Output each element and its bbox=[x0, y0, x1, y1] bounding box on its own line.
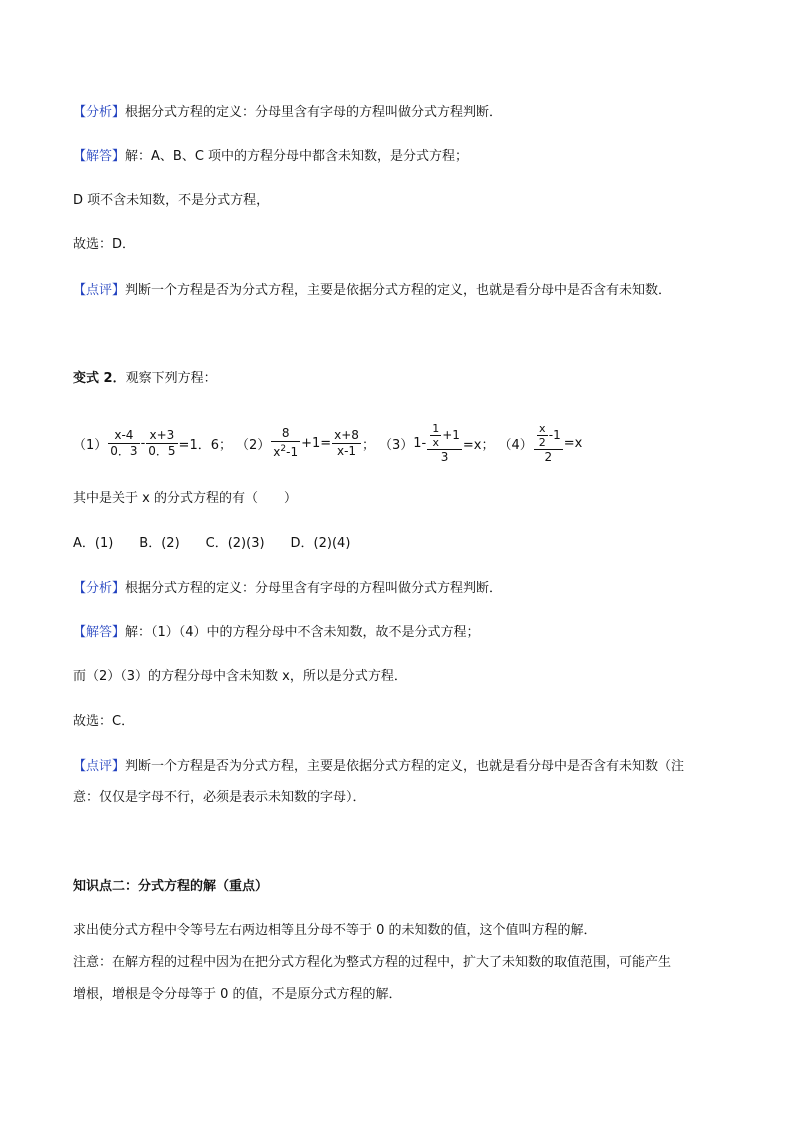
comment-line bbox=[73, 282, 671, 300]
eq2-den-minus1: -1 bbox=[286, 445, 299, 459]
eq1-f2-num: x+3 bbox=[149, 427, 175, 442]
eq2-f2-num: x+8 bbox=[334, 427, 359, 442]
analysis-text-2: 根据分式方程的定义：分母里含有字母的方程叫做分式方程判断． bbox=[125, 581, 503, 596]
eq1-minus: - bbox=[140, 435, 146, 451]
eq1-f2-den: 0．5 bbox=[148, 443, 176, 458]
variant-prompt: 观察下列方程： bbox=[125, 371, 217, 386]
eq4-fraction bbox=[534, 422, 563, 465]
eq1-rhs: =1．6； bbox=[178, 437, 232, 453]
eq2-end: ； bbox=[361, 437, 375, 453]
eq4-den: 2 bbox=[534, 449, 563, 465]
eq4-inner-fraction bbox=[537, 422, 548, 449]
answer-line: 故选：D． bbox=[73, 237, 136, 252]
eq2-f2-den: x-1 bbox=[332, 443, 361, 459]
comment-tag: 【点评】 bbox=[73, 283, 126, 298]
variant-label: 变式 2． bbox=[73, 371, 126, 386]
knowledge-line-2: 注意：在解方程的过程中因为在把分式方程化为整式方程的过程中，扩大了未知数的取值范围，可能产生 bbox=[73, 955, 672, 970]
eq3-inner-num: 1 bbox=[432, 421, 440, 435]
answer-line-2: 故选：C． bbox=[73, 714, 135, 729]
eq2-mid: +1= bbox=[301, 435, 332, 451]
analysis-tag: 【分析】 bbox=[73, 105, 126, 120]
eq3-label: （3） bbox=[378, 437, 414, 453]
eq4-inner-den: 2 bbox=[538, 435, 546, 449]
eq1-fraction-1 bbox=[108, 428, 139, 459]
knowledge-heading: 知识点二：分式方程的解（重点） bbox=[73, 879, 269, 894]
comment-line-2b: 意：仅仅是字母不行，必须是表示未知数的字母）． bbox=[73, 790, 366, 805]
variant-title bbox=[73, 370, 217, 388]
solution-text-2: 解：（1）（4）中的方程分母中不含未知数，故不是分式方程； bbox=[125, 625, 480, 640]
solution-line-1 bbox=[73, 148, 468, 166]
eq3-inner-den: x bbox=[430, 435, 441, 449]
options-line: A．(1) B．(2) C．(2)(3) D．(2)(4) bbox=[73, 536, 351, 551]
eq2-f1-num: 8 bbox=[281, 426, 290, 440]
eq2-fraction-2 bbox=[332, 428, 361, 459]
eq1-label: （1） bbox=[73, 437, 108, 453]
analysis-line-2 bbox=[73, 580, 502, 598]
eq4-minus: -1 bbox=[548, 427, 561, 442]
analysis-text: 根据分式方程的定义：分母里含有字母的方程叫做分式方程判断． bbox=[125, 105, 503, 120]
solution-tag: 【解答】 bbox=[73, 149, 126, 164]
solution-line-4: 而（2）（3）的方程分母中含未知数 x，所以是分式方程． bbox=[73, 669, 407, 684]
eq4-label: （4） bbox=[498, 437, 533, 453]
eq2-fraction-1 bbox=[271, 426, 300, 460]
solution-text: 解：A、B、C 项中的方程分母中都含未知数，是分式方程； bbox=[125, 149, 469, 164]
solution-line-3 bbox=[73, 624, 480, 642]
solution-line-2: D 项不含未知数，不是分式方程， bbox=[73, 193, 270, 208]
knowledge-line-1: 求出使分式方程中令等号左右两边相等且分母不等于 0 的未知数的值，这个值叫方程的解． bbox=[73, 923, 597, 938]
knowledge-line-3: 增根，增根是令分母等于 0 的值，不是原分式方程的解． bbox=[73, 987, 402, 1002]
eq3-plus: +1 bbox=[442, 427, 460, 442]
solution-tag-2: 【解答】 bbox=[73, 625, 126, 640]
eq1-f1-den: 0．3 bbox=[110, 443, 138, 458]
eq3-rhs: =x； bbox=[462, 437, 495, 453]
analysis-tag-2: 【分析】 bbox=[73, 581, 126, 596]
eq2-den-x: x bbox=[273, 445, 281, 459]
eq3-inner-fraction bbox=[430, 422, 441, 449]
comment-line-2a bbox=[73, 758, 684, 776]
eq2-label: （2） bbox=[235, 437, 271, 453]
eq4-inner-num: x bbox=[539, 421, 546, 435]
question-line: 其中是关于 x 的分式方程的有（ ） bbox=[73, 491, 297, 506]
eq4-rhs: =x bbox=[563, 435, 583, 451]
eq3-num bbox=[427, 422, 462, 449]
comment-text-2a: 判断一个方程是否为分式方程，主要是依据分式方程的定义，也就是看分母中是否含有未知数（注 bbox=[125, 759, 685, 774]
eq3-fraction bbox=[427, 422, 462, 465]
eq2-f1-den bbox=[271, 441, 300, 460]
eq1-f1-num: x-4 bbox=[114, 427, 134, 442]
eq3-lead: 1- bbox=[413, 435, 427, 451]
eq3-den: 3 bbox=[427, 449, 462, 465]
analysis-line-1 bbox=[73, 104, 502, 122]
comment-tag-2: 【点评】 bbox=[73, 759, 126, 774]
comment-text: 判断一个方程是否为分式方程，主要是依据分式方程的定义，也就是看分母中是否含有未知数． bbox=[125, 283, 672, 298]
eq4-num bbox=[534, 422, 563, 449]
eq2-den-exp: 2 bbox=[280, 444, 287, 454]
eq1-fraction-2 bbox=[146, 428, 177, 459]
equations-row bbox=[73, 408, 582, 478]
